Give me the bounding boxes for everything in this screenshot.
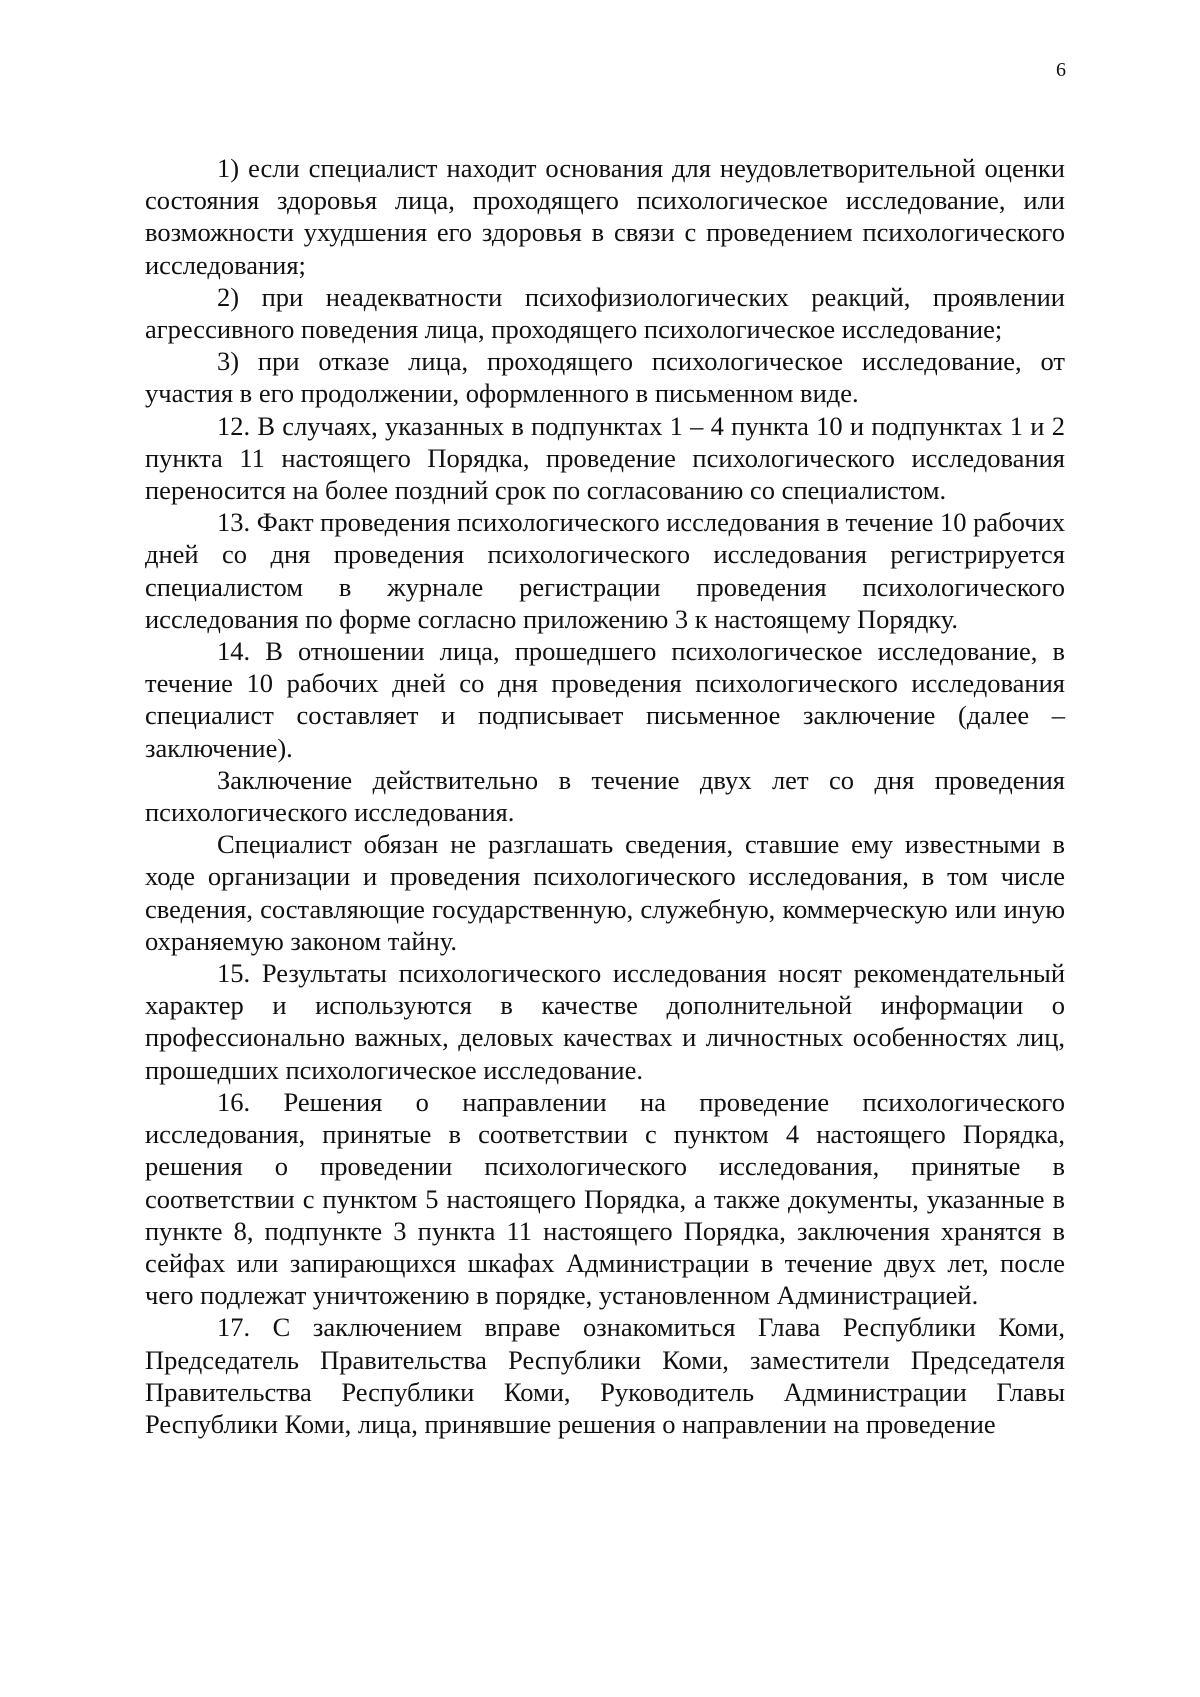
- paragraph-item-15: 15. Результаты психологического исследования носят рекомендательный характер и используются в качестве дополнительной информации о профессионально важных, деловых качествах и личностных особенностях лиц, прошедших психологическое исследование.: [145, 958, 1065, 1085]
- paragraph-item-14: 14. В отношении лица, прошедшего психологическое исследование, в течение 10 рабочих дней со дня проведения психологического исследования специалист составляет и подписывает письменное заключение (далее – заключение).: [145, 636, 1065, 763]
- paragraph-item-12: 12. В случаях, указанных в подпунктах 1 – 4 пункта 10 и подпунктах 1 и 2 пункта 11 настоящего Порядка, проведение психологического исследования переносится на более поздний срок по согласованию со специалистом.: [145, 410, 1065, 506]
- paragraph-item-16: 16. Решения о направлении на проведение психологического исследования, принятые в соответствии с пунктом 4 настоящего Порядка, решения о проведении психологического исследования, принятые в соответствии с пунктом 5 настоящего Порядка, а также документы, указанные в пункте 8, подпункте 3 пункта 11 настоящего Порядка, заключения хранятся в сейфах или запирающихся шкафах Администрации в течение двух лет, после чего подлежат уничтожению в порядке, установленном Администрацией.: [145, 1086, 1065, 1311]
- paragraph-subitem-3: 3) при отказе лица, проходящего психологическое исследование, от участия в его продолжении, оформленного в письменном виде.: [145, 346, 1065, 409]
- paragraph-item-17: 17. С заключением вправе ознакомиться Глава Республики Коми, Председатель Правительства Республики Коми, заместители Председателя Правительства Республики Коми, Руководитель Администрации Главы Республики Коми, лица, принявшие решения о направлении на проведение: [145, 1312, 1065, 1439]
- paragraph-conclusion-validity: Заключение действительно в течение двух лет со дня проведения психологического исследования.: [145, 764, 1065, 828]
- document-body: [145, 152, 1065, 1440]
- paragraph-confidentiality: Специалист обязан не разглашать сведения, ставшие ему известными в ходе организации и проведения психологического исследования, в том числе сведения, составляющие государственную, служебную, коммерческую или иную охраняемую законом тайну.: [145, 829, 1065, 956]
- page-number: 6: [1056, 59, 1066, 81]
- paragraph-subitem-2: 2) при неадекватности психофизиологических реакций, проявлении агрессивного поведения лица, проходящего психологическое исследование;: [145, 281, 1065, 345]
- paragraph-item-13: 13. Факт проведения психологического исследования в течение 10 рабочих дней со дня проведения психологического исследования регистрируется специалистом в журнале регистрации проведения психологического исследования по форме согласно приложению 3 к настоящему Порядку.: [145, 507, 1065, 634]
- paragraph-subitem-1: 1) если специалист находит основания для неудовлетворительной оценки состояния здоровья лица, проходящего психологическое исследование, или возможности ухудшения его здоровья в связи с проведением психологического исследования;: [145, 153, 1065, 280]
